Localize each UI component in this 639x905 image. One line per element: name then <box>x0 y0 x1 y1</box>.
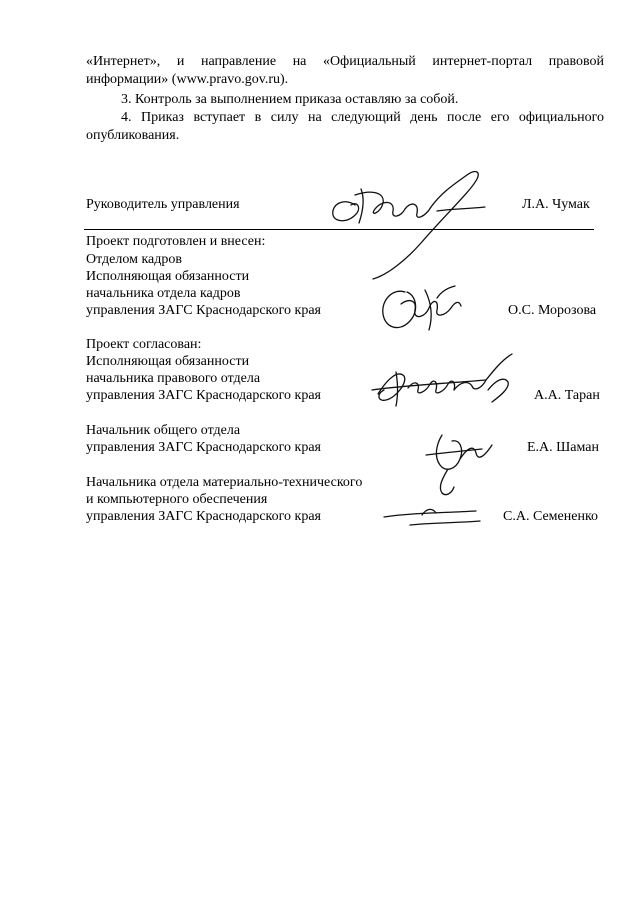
tech-role-line-2: и компьютерного обеспечения <box>86 492 268 507</box>
agreed-name: А.А. Таран <box>534 388 600 403</box>
semenenko-signature-image <box>380 495 490 535</box>
morozova-signature-image <box>375 278 470 343</box>
prepared-heading: Проект подготовлен и внесен: <box>86 234 266 249</box>
tech-role-line-3: управления ЗАГС Краснодарского края <box>86 509 321 524</box>
paragraph-3: 3. Контроль за выполнением приказа оставляю за собой. <box>121 92 459 107</box>
taran-signature-image <box>368 350 528 415</box>
prepared-department: Отделом кадров <box>86 252 182 267</box>
agreed-role-line-1: Исполняющая обязанности <box>86 354 250 369</box>
prepared-role-line-2: начальника отдела кадров <box>86 286 241 301</box>
general-name: Е.А. Шаман <box>527 440 599 455</box>
prepared-role-line-1: Исполняющая обязанности <box>86 269 250 284</box>
shaman-signature-image <box>412 425 512 500</box>
agreed-heading: Проект согласован: <box>86 337 202 352</box>
paragraph-4-line-1: 4. Приказ вступает в силу на следующий день после его официального <box>121 110 604 125</box>
tech-name: С.А. Семененко <box>503 509 599 524</box>
head-name: Л.А. Чумак <box>522 197 590 212</box>
prepared-role-line-3: управления ЗАГС Краснодарского края <box>86 303 321 318</box>
paragraph-4-line-2: опубликования. <box>86 128 180 143</box>
head-position: Руководитель управления <box>86 197 240 212</box>
signature-divider-line <box>84 229 594 230</box>
tech-role-line-1: Начальника отдела материально-технического <box>86 475 363 490</box>
agreed-role-line-3: управления ЗАГС Краснодарского края <box>86 388 321 403</box>
paragraph-2-line-1: «Интернет», и направление на «Официальный интернет-портал правовой <box>86 54 604 69</box>
head-signature-image <box>325 165 495 280</box>
general-role-line-1: Начальник общего отдела <box>86 423 241 438</box>
paragraph-2-line-2: информации» (www.pravo.gov.ru). <box>86 72 289 87</box>
agreed-role-line-2: начальника правового отдела <box>86 371 261 386</box>
general-role-line-2: управления ЗАГС Краснодарского края <box>86 440 321 455</box>
prepared-name: О.С. Морозова <box>508 303 597 318</box>
